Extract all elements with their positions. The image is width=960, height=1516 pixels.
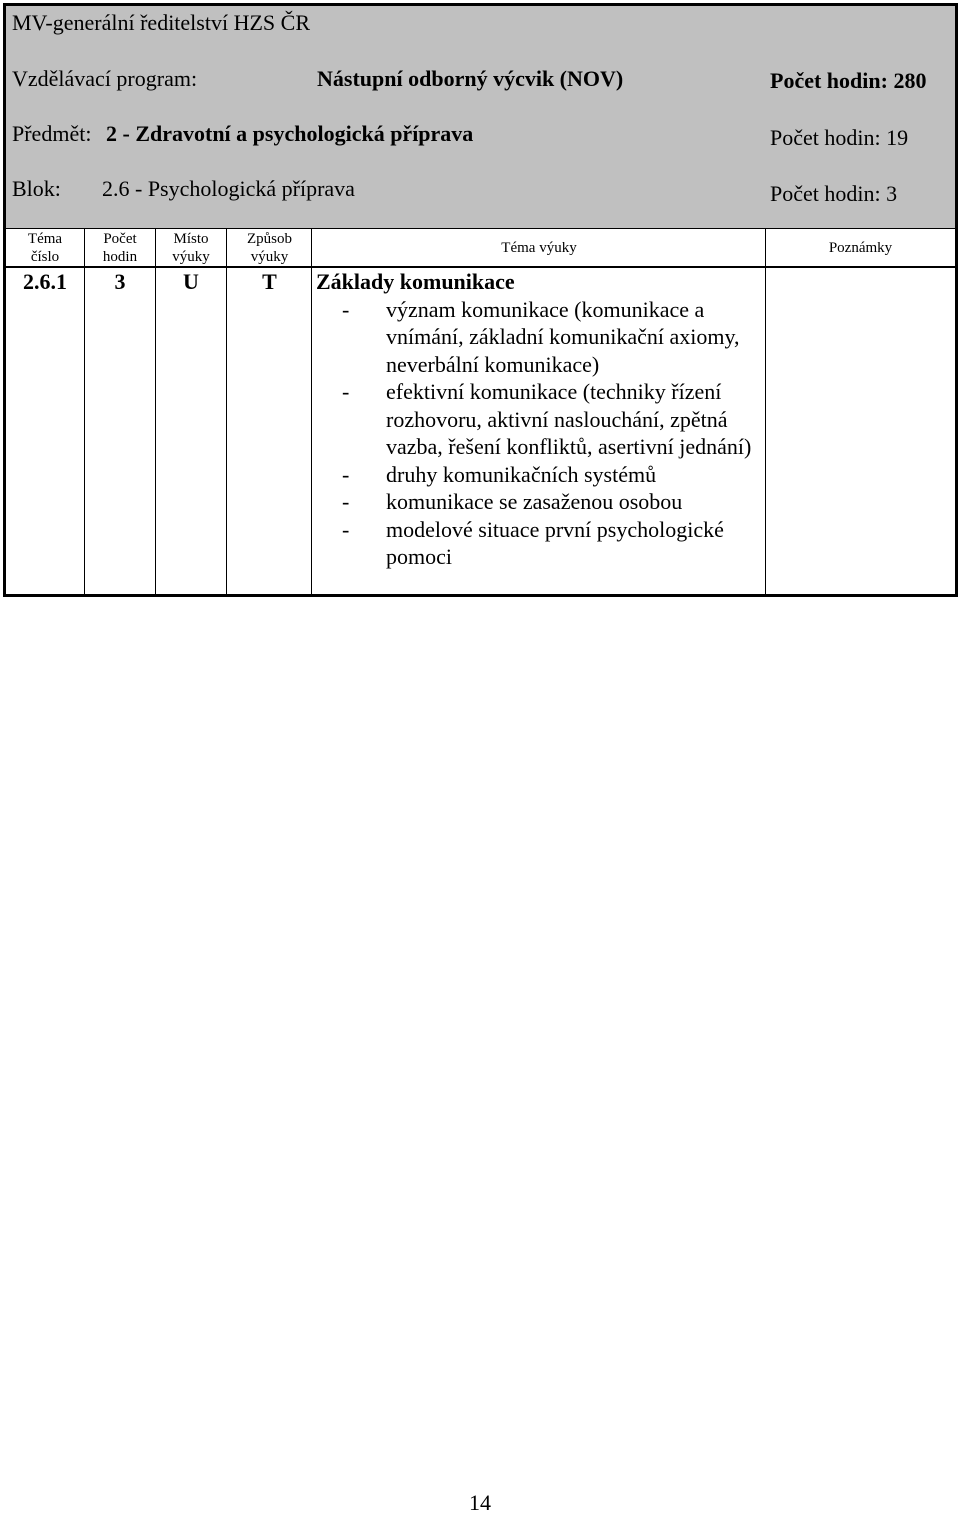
row-topic-number: 2.6.1 bbox=[23, 269, 67, 294]
header-panel bbox=[6, 6, 955, 229]
row-method: T bbox=[262, 269, 277, 294]
column-headers bbox=[6, 229, 955, 268]
col-topic-number: Téma číslo bbox=[27, 230, 63, 265]
col-topic: Téma výuky bbox=[501, 239, 577, 256]
row-topic bbox=[316, 268, 761, 571]
topic-title: Základy komunikace bbox=[316, 269, 515, 294]
col-place: Místo výuky bbox=[172, 230, 210, 265]
organization-name: MV-generální ředitelství HZS ČR bbox=[12, 10, 310, 35]
row-place: U bbox=[183, 269, 199, 294]
list-item: - modelové situace první psychologické pomoci bbox=[342, 516, 724, 569]
list-item: - význam komunikace (komunikace a vnímání, základní komunikační axiomy, neverbální komunikace) bbox=[342, 296, 740, 377]
col-method: Způsob výuky bbox=[247, 230, 292, 265]
page-number: 14 bbox=[469, 1490, 491, 1515]
block-hours: Počet hodin: 3 bbox=[770, 181, 898, 206]
curriculum-sheet bbox=[3, 3, 958, 597]
program-name: Nástupní odborný výcvik (NOV) bbox=[317, 66, 624, 91]
subject-label: Předmět: bbox=[12, 121, 92, 146]
program-hours: Počet hodin: 280 bbox=[770, 68, 927, 93]
list-item: - komunikace se zasaženou osobou bbox=[342, 489, 683, 514]
col-notes: Poznámky bbox=[828, 239, 893, 256]
block-name: 2.6 - Psychologická příprava bbox=[102, 176, 355, 201]
table-row bbox=[6, 268, 955, 594]
list-item: - druhy komunikačních systémů bbox=[342, 461, 657, 487]
list-item: - efektivní komunikace (techniky řízení rozhovoru, aktivní naslouchání, zpětná vazba, řešení konfliktů, asertivní jednání) bbox=[342, 379, 752, 459]
subject-name: 2 - Zdravotní a psychologická příprava bbox=[106, 121, 474, 146]
subject-hours: Počet hodin: 19 bbox=[770, 125, 909, 150]
row-hours: 3 bbox=[114, 269, 126, 294]
col-hours: Počet hodin bbox=[102, 230, 138, 265]
program-label: Vzdělávací program: bbox=[12, 66, 198, 91]
block-label: Blok: bbox=[12, 176, 61, 201]
